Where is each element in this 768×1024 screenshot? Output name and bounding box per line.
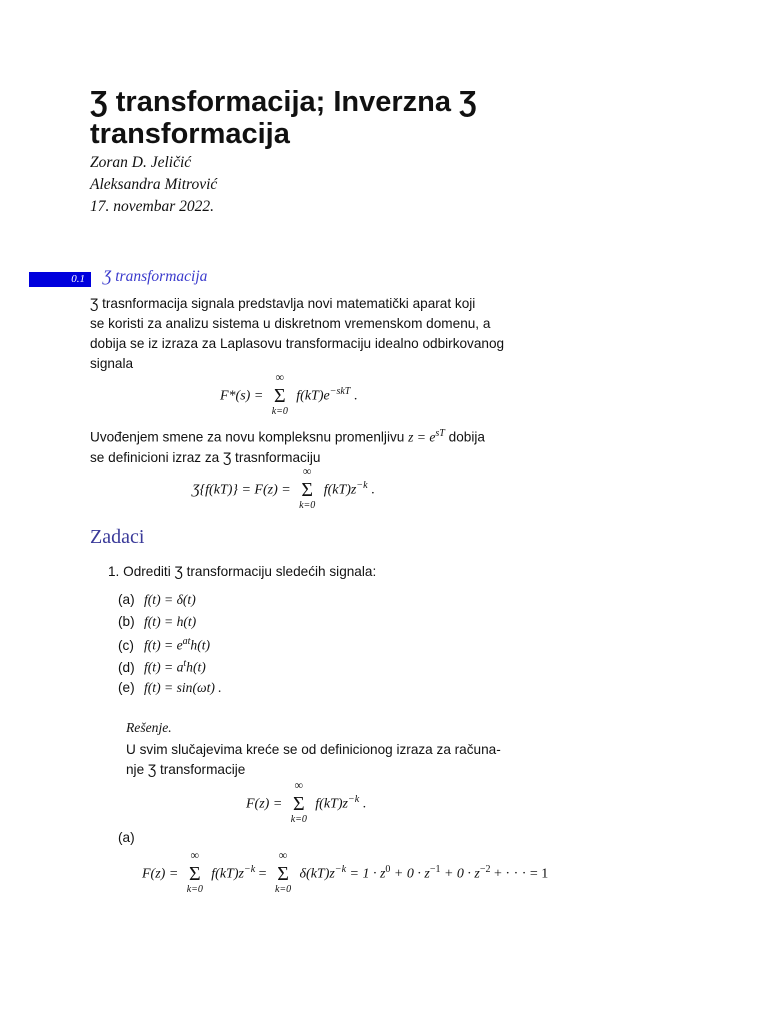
equation-z-definition-repeat [246, 778, 367, 825]
sum-symbol: ∞ Σ k=0 [299, 464, 316, 511]
author-1: Zoran D. Jeličić [90, 154, 192, 171]
eq1-end: . [353, 388, 358, 404]
subitem-a: (a) f(t) = δ(t) [118, 592, 196, 607]
resenje-label: Rešenje. [126, 720, 172, 735]
intro-line: Ʒ trasnformacija signala predstavlja novi matematički aparat koji [90, 296, 476, 311]
subitem-e: (e) f(t) = sin(ωt) . [118, 680, 222, 695]
resenje-paragraph [126, 740, 501, 780]
task-number: 1. [108, 564, 120, 579]
eq3-lhs: F(z) = [246, 796, 283, 812]
smene-paragraph [90, 424, 510, 468]
smene-line-2: se definicioni izraz za Ʒ trasnformaciju [90, 449, 321, 465]
eq2-lhs: Ʒ{f(kT)} = F(z) = [192, 482, 291, 498]
subitem-d: (d) $f(t) = a^th(t)$ [118, 658, 206, 675]
part-a-label: (a) [118, 830, 135, 845]
task-1 [108, 564, 376, 579]
eq3-rhs: f(kT)z [315, 796, 348, 812]
equation-delta-result: F(z) = ∞ Σ k=0 $f(kT)z^{-k}$ = ∞ Σ k=0 $\delta(kT)z^{-k} = 1 \cdot z^0 + 0 \cdot z^{-1} + 0 \cdot z^{-2}$ + · · · = 1 [142, 848, 549, 895]
sum-symbol: ∞ Σ k=0 [274, 848, 292, 895]
sum-symbol: ∞ Σ k=0 [271, 370, 288, 417]
sum-symbol: ∞ Σ k=0 [290, 778, 307, 825]
eq4-tail: = 1 · z [349, 866, 386, 882]
author-2: Aleksandra Mitrović [90, 176, 218, 193]
eq3-end: . [362, 796, 367, 812]
eq3-exp: −k [347, 794, 360, 806]
intro-line: dobija se iz izraza za Laplasovu transformaciju idealno odbirkovanog [90, 336, 505, 351]
subitem-b: (b) f(t) = h(t) [118, 614, 197, 629]
eq4-term2: δ(kT)z [299, 866, 335, 882]
eq1-rhs: f(kT)e [296, 388, 330, 404]
date: 17. novembar 2022. [90, 198, 214, 215]
eq4-term1: f(kT)z [211, 866, 244, 882]
section-number-badge: 0.1 [29, 272, 91, 287]
eq2-rhs: f(kT)z [323, 482, 357, 498]
author-block [90, 152, 217, 218]
intro-line: signala [90, 356, 134, 371]
smene-line-1: Uvođenjem smene za novu kompleksnu promenljivu $z = e^{sT}$ dobija [90, 428, 485, 445]
equation-laplace-sampled [220, 370, 358, 417]
resenje-line: U svim slučajevima kreće se od definicionog izraza za računa- [126, 742, 501, 757]
intro-line: se koristi za analizu sistema u diskretnom vremenskom domenu, a [90, 316, 491, 331]
zadaci-heading: Zadaci [90, 526, 145, 548]
eq2-end: . [371, 482, 375, 498]
intro-paragraph [90, 294, 505, 374]
eq1-lhs: F*(s) = [220, 388, 264, 404]
eq1-exp: −skT [329, 386, 351, 398]
eq4-lhs: F(z) = [142, 866, 179, 882]
eq2-exp: −k [356, 480, 368, 492]
section-title: Ʒ transformacija [103, 268, 208, 285]
equation-z-definition [192, 464, 375, 511]
task-text: Odrediti Ʒ transformaciju sledećih signala: [123, 564, 377, 579]
subitem-c: (c) $f(t) = e^{at}h(t)$ [118, 636, 211, 653]
page-title: Ʒ transformacija; Inverzna Ʒ transformacija [90, 86, 477, 150]
resenje-line: nje Ʒ transformacije [126, 762, 246, 777]
sum-symbol: ∞ Σ k=0 [186, 848, 203, 895]
